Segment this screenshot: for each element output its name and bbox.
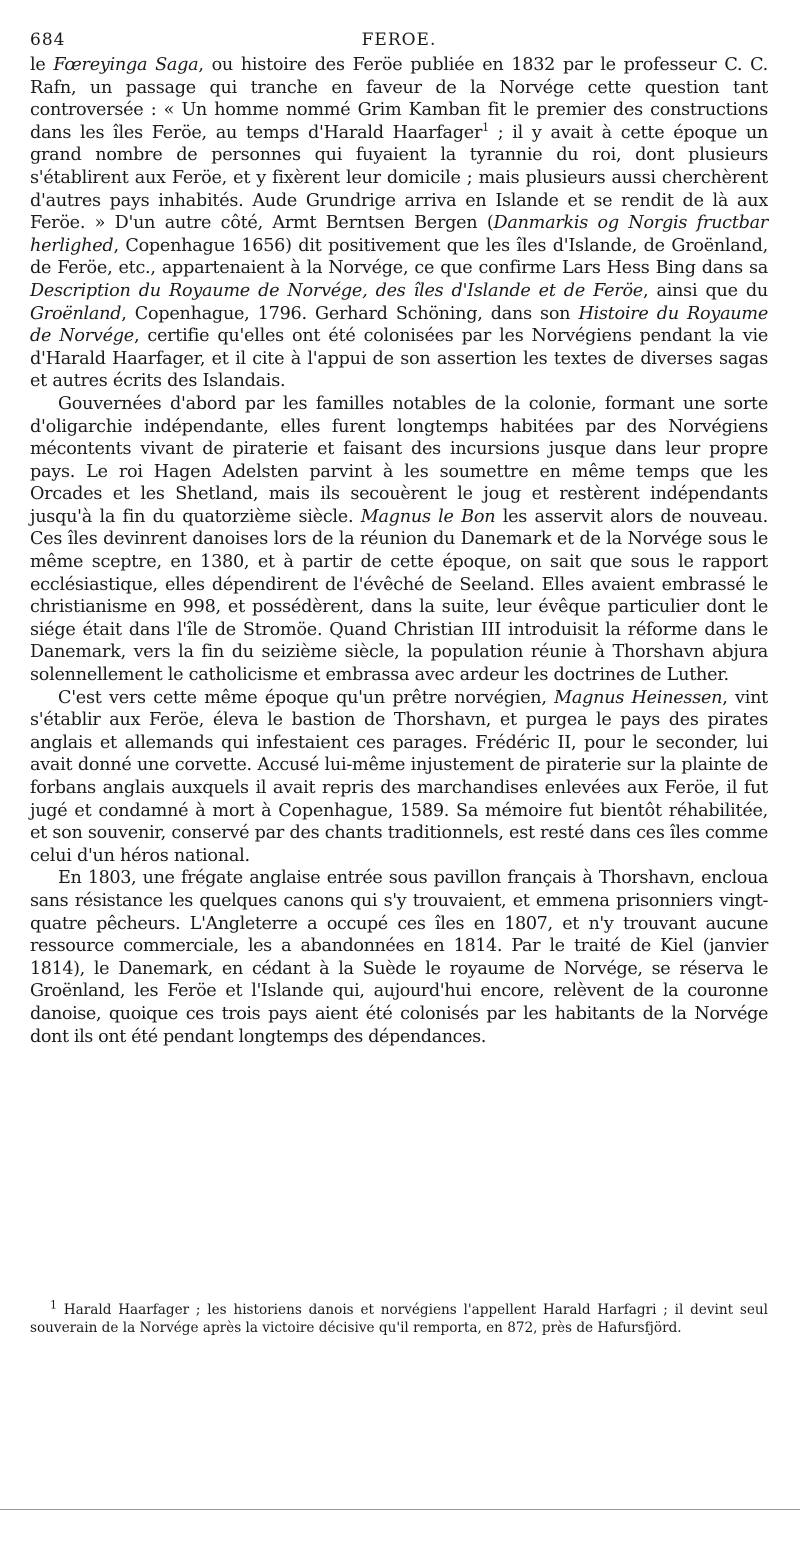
text-run: ; il y avait à cette époque un grand nombre de personnes qui fuyaient la tyrannie du roi, dont plusieurs s'établirent aux Feröe, et y fixèrent leur domicile ; mais plusieurs aussi cherchèrent d'autres pays inhabités. Aude Grundrige arriva en Islande et se rendit de là aux Feröe. » D'un autre côté, Armt Berntsen Bergen (	[30, 122, 769, 234]
running-title: FEROE.	[361, 30, 437, 50]
paragraph	[30, 867, 768, 1048]
footnote-marker: 1	[50, 1298, 57, 1312]
page-number: 684	[30, 30, 66, 50]
text-run: , vint s'établir aux Feröe, éleva le bastion de Thorshavn, et purgea le pays des pirates anglais et allemands qui infestaient ces parages. Frédéric II, pour le seconder, lui avait donné une corvette. Accusé lui-même injustement de piraterie sur la plainte de forbans anglais auxquels il avait repris des marchandises enlevées aux Feröe, il fut jugé et condamné à mort à Copenhague, 1589. Sa mémoire fut bientôt réhabilitée, et son souvenir, conservé par des chants traditionnels, est resté dans ces îles comme celui d'un héros national.	[30, 687, 768, 866]
text-run: Gouvernées d'abord par les familles notables de la colonie, formant une sorte d'oligarchie indépendante, elles furent longtemps habitées par des Norvégiens mécontents vivant de piraterie et faisant des incursions jusque dans leur propre pays. Le roi Hagen Adelsten parvint à les soumettre en même temps que les Orcades et les Shetland, mais ils secouèrent le joug et restèrent indépendants jusqu'à la fin du quatorzième siècle.	[30, 393, 768, 527]
italic-text: Magnus le Bon	[360, 506, 496, 527]
footnote-text: Harald Haarfager ; les historiens danois et norvégiens l'appellent Harald Harfagri ; il devint seul souverain de la Norvége après la victoire décisive qu'il remporta, en 872, près de Hafursfjörd.	[30, 1302, 768, 1336]
italic-text: Fœreyinga Saga	[53, 55, 199, 75]
text-run: , ainsi que du	[642, 280, 768, 301]
text-run: les asservit alors de nouveau. Ces îles devinrent danoises lors de la réunion du Danemark et de la Norvége sous le même sceptre, en 1380, et à partir de cette époque, on sait que sous le rapport ecclésiastique, elles dépendirent de l'évêché de Seeland. Elles avaient embrassé le christianisme en 998, et possédèrent, dans la suite, leur évêque particulier dont le siége était dans l'île de Stromöe. Quand Christian III introduisit la réforme dans le Danemark, vers la fin du seizième siècle, la population réunie à Thorshavn abjura solennellement le catholicisme et embrassa avec ardeur les doctrines de Luther.	[30, 506, 768, 686]
text-run: , ou histoire des Feröe publiée en 1832 par le professeur C. C. Rafn, un passage qui tranche en faveur de la Norvége cette question tant controversée : « Un homme nommé Grim Kamban fit le premier des constructions dans les îles Feröe, au temps d'Harald Haarfager	[30, 55, 769, 143]
page-header	[30, 30, 768, 52]
text-run: , Copenhague, 1796. Gerhard Schöning, dans son	[121, 303, 579, 324]
italic-text: Magnus Heinessen	[554, 687, 723, 708]
paragraph	[30, 393, 768, 687]
text-run: En 1803, une frégate anglaise entrée sous pavillon français à Thorshavn, encloua sans résistance les quelques canons qui s'y trouvaient, et emmena prisonniers vingt-quatre pêcheurs. L'Angleterre a occupé ces îles en 1807, et n'y trouvant aucune ressource commerciale, les a abandonnées en 1814. Par le traité de Kiel (janvier 1814), le Danemark, en cédant à la Suède le royaume de Norvége, se réserva le Groënland, les Feröe et l'Islande qui, aujourd'hui encore, relèvent de la couronne danoise, quoique ces trois pays aient été colonisés par les habitants de la Norvége dont ils ont été pendant longtemps des dépendances.	[30, 868, 768, 1047]
text-run: le	[30, 55, 54, 75]
footnote-reference: 1	[482, 120, 489, 134]
text-run: , Copenhague 1656) dit positivement que les îles d'Islande, de Groënland, de Feröe, etc., appartenaient à la Norvége, ce que confirme Lars Hess Bing dans sa	[30, 235, 768, 279]
italic-text: Groënland	[30, 303, 122, 324]
italic-text: Danmarkis og Norgis fructbar herlighed	[30, 213, 768, 256]
footnote	[30, 1298, 768, 1337]
body-text	[30, 54, 768, 1048]
book-page	[30, 30, 768, 1048]
text-run: , certifie qu'elles ont été colonisées par les Norvégiens pendant la vie d'Harald Haarfager, et il cite à l'appui de son assertion les textes de diverses sagas et autres écrits des Islandais.	[30, 326, 768, 392]
bottom-rule	[0, 1509, 800, 1510]
paragraph	[30, 687, 768, 868]
italic-text: Histoire du Royaume de Norvége	[30, 303, 768, 347]
paragraph	[30, 54, 768, 393]
italic-text: Description du Royaume de Norvége, des îles d'Islande et de Feröe	[30, 280, 643, 301]
text-run: C'est vers cette même époque qu'un prêtre norvégien,	[58, 687, 555, 708]
